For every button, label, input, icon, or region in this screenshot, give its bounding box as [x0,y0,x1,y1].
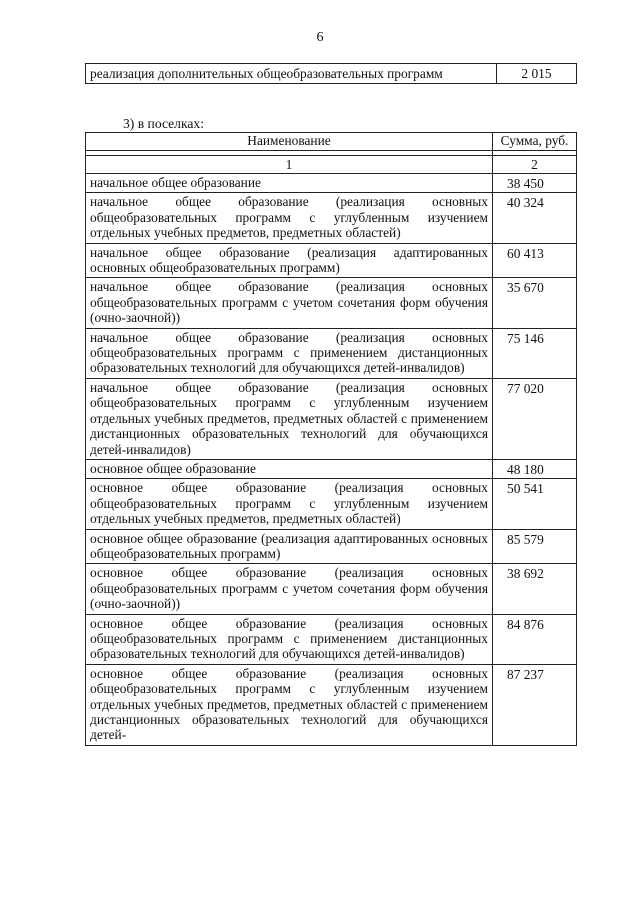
header-name: Наименование [86,133,493,151]
table-row [86,564,577,614]
table-row [86,174,577,193]
continued-table [85,63,577,84]
header-sum: Сумма, руб. [493,133,577,151]
row-sum: 85 579 [493,529,577,564]
table-row [86,614,577,664]
col-number-sum: 2 [493,156,577,174]
row-sum: 38 450 [493,174,577,193]
settlements-table [85,132,577,746]
row-name: реализация дополнительных общеобразовательных программ [86,64,497,84]
header-row [86,133,577,151]
table-row [86,664,577,745]
row-name: основное общее образование (реализация основных общеобразовательных программ с учетом сочетания форм обучения (очно-заочной)) [86,564,493,614]
row-name: начальное общее образование (реализация основных общеобразовательных программ с применением дистанционных образовательных технологий для обучающихся детей-инвалидов) [86,328,493,378]
table-row [86,459,577,478]
row-name: начальное общее образование (реализация основных общеобразовательных программ с углубленным изучением отдельных учебных предметов, предметных областей с применением дистанционных образовательных технологий для обучающихся детей-инвалидов) [86,378,493,459]
page-number: 6 [316,30,324,45]
table-row [86,529,577,564]
row-sum: 60 413 [493,243,577,278]
table-row [86,64,577,84]
row-name: начальное общее образование (реализация основных общеобразовательных программ с углубленным изучением отдельных учебных предметов, предметных областей) [86,193,493,243]
row-sum: 35 670 [493,278,577,328]
row-sum: 48 180 [493,459,577,478]
row-sum: 38 692 [493,564,577,614]
row-name: основное общее образование (реализация основных общеобразовательных программ с применением дистанционных образовательных технологий для обучающихся детей-инвалидов) [86,614,493,664]
row-sum: 50 541 [493,479,577,529]
row-name: основное общее образование (реализация адаптированных основных общеобразовательных программ) [86,529,493,564]
table-row [86,193,577,243]
table-row [86,328,577,378]
row-sum: 87 237 [493,664,577,745]
row-name: начальное общее образование [86,174,493,193]
row-sum: 40 324 [493,193,577,243]
table-row [86,278,577,328]
row-sum: 75 146 [493,328,577,378]
row-name: основное общее образование [86,459,493,478]
row-sum: 77 020 [493,378,577,459]
section-caption: 3) в поселках: [123,116,204,131]
table-body [86,174,577,746]
col-number-name: 1 [86,156,493,174]
column-number-row [86,156,577,174]
row-sum: 2 015 [497,64,577,84]
row-name: основное общее образование (реализация основных общеобразовательных программ с углубленным изучением отдельных учебных предметов, предметных областей) [86,479,493,529]
row-sum: 84 876 [493,614,577,664]
table-row [86,479,577,529]
row-name: начальное общее образование (реализация адаптированных основных общеобразовательных программ) [86,243,493,278]
row-name: основное общее образование (реализация основных общеобразовательных программ с углубленным изучением отдельных учебных предметов, предметных областей с применением дистанционных образовательных технологий для обучающихся детей- [86,664,493,745]
table-row [86,378,577,459]
table-row [86,243,577,278]
row-name: начальное общее образование (реализация основных общеобразовательных программ с учетом сочетания форм обучения (очно-заочной)) [86,278,493,328]
